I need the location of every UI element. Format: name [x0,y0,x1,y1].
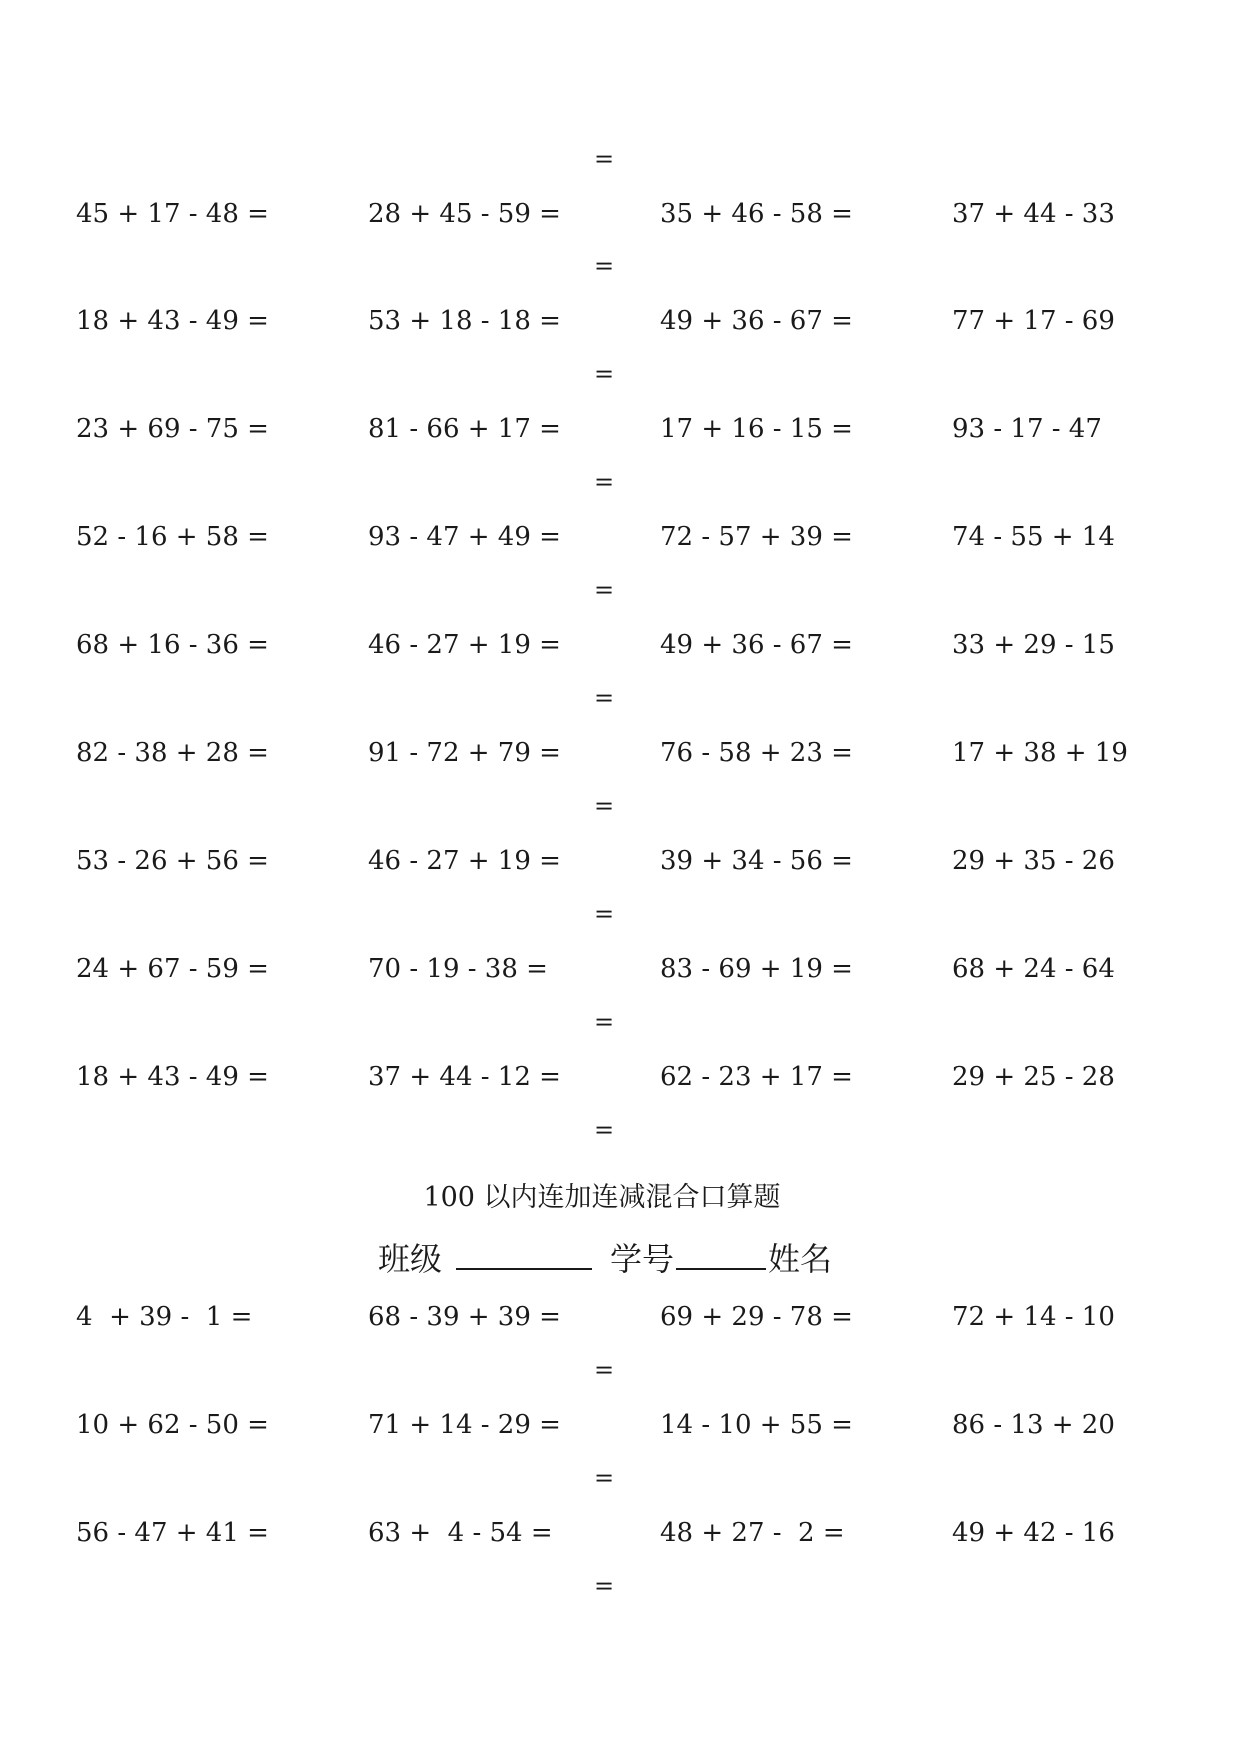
problem: 24 + 67 - 59 = [76,954,269,984]
problem: 37 + 44 - 12 = [368,1062,561,1092]
problem-row [0,625,1241,665]
problem: 68 + 24 - 64 [952,954,1115,984]
problem: 17 + 38 + 19 [952,738,1128,768]
problem: 33 + 29 - 15 [952,630,1115,660]
problem-row [0,517,1241,557]
problem: 63 + 4 - 54 = [368,1518,553,1548]
equals-sign: = [594,684,615,712]
problem-row [0,1297,1241,1337]
equals-sign: = [594,1008,615,1036]
name-label: 姓名 [768,1240,833,1278]
equals-sign: = [594,1356,615,1384]
problem-row [0,301,1241,341]
problem: 56 - 47 + 41 = [76,1518,269,1548]
problem: 81 - 66 + 17 = [368,414,561,444]
problem-row [0,733,1241,773]
problem: 91 - 72 + 79 = [368,738,561,768]
equals-sign: = [594,1116,615,1144]
student-no-blank[interactable] [676,1236,766,1270]
equals-sign: = [594,1464,615,1492]
problem: 77 + 17 - 69 [952,306,1115,336]
problem: 68 + 16 - 36 = [76,630,269,660]
problem: 4 + 39 - 1 = [76,1302,253,1332]
equals-sign: = [594,468,615,496]
problem: 72 + 14 - 10 [952,1302,1115,1332]
problem: 46 - 27 + 19 = [368,630,561,660]
problem: 76 - 58 + 23 = [660,738,853,768]
problem-row [0,194,1241,234]
equals-sign: = [594,360,615,388]
problem: 46 - 27 + 19 = [368,846,561,876]
problem: 93 - 47 + 49 = [368,522,561,552]
problem: 17 + 16 - 15 = [660,414,853,444]
problem-row [0,1405,1241,1445]
problem: 68 - 39 + 39 = [368,1302,561,1332]
problem: 29 + 25 - 28 [952,1062,1115,1092]
problem-row [0,1513,1241,1553]
problem: 70 - 19 - 38 = [368,954,548,984]
problem: 18 + 43 - 49 = [76,306,269,336]
problem: 72 - 57 + 39 = [660,522,853,552]
student-info-line [0,1236,1210,1281]
problem: 18 + 43 - 49 = [76,1062,269,1092]
problem: 23 + 69 - 75 = [76,414,269,444]
equals-sign: = [594,252,615,280]
problem: 14 - 10 + 55 = [660,1410,853,1440]
problem-row [0,409,1241,449]
problem: 48 + 27 - 2 = [660,1518,845,1548]
problem-row [0,1057,1241,1097]
problem-row [0,841,1241,881]
class-blank[interactable] [456,1236,592,1270]
problem: 45 + 17 - 48 = [76,199,269,229]
equals-sign: = [594,576,615,604]
problem: 69 + 29 - 78 = [660,1302,853,1332]
student-no-label: 学号 [609,1240,674,1278]
problem: 53 - 26 + 56 = [76,846,269,876]
problem: 71 + 14 - 29 = [368,1410,561,1440]
problem: 29 + 35 - 26 [952,846,1115,876]
problem: 93 - 17 - 47 [952,414,1102,444]
problem: 35 + 46 - 58 = [660,199,853,229]
problem: 62 - 23 + 17 = [660,1062,853,1092]
problem: 86 - 13 + 20 [952,1410,1115,1440]
problem: 49 + 36 - 67 = [660,630,853,660]
equals-sign: = [594,1572,615,1600]
problem: 74 - 55 + 14 [952,522,1115,552]
problem: 52 - 16 + 58 = [76,522,269,552]
problem: 49 + 42 - 16 [952,1518,1115,1548]
problem: 53 + 18 - 18 = [368,306,561,336]
problem: 39 + 34 - 56 = [660,846,853,876]
problem: 83 - 69 + 19 = [660,954,853,984]
problem: 49 + 36 - 67 = [660,306,853,336]
class-label: 班级 [377,1240,442,1278]
equals-sign: = [594,792,615,820]
problem-row [0,949,1241,989]
problem: 37 + 44 - 33 [952,199,1115,229]
equals-sign: = [594,145,615,173]
problem: 28 + 45 - 59 = [368,199,561,229]
equals-sign: = [594,900,615,928]
problem: 10 + 62 - 50 = [76,1410,269,1440]
worksheet-title: 100 以内连加连减混合口算题 [423,1182,781,1213]
problem: 82 - 38 + 28 = [76,738,269,768]
